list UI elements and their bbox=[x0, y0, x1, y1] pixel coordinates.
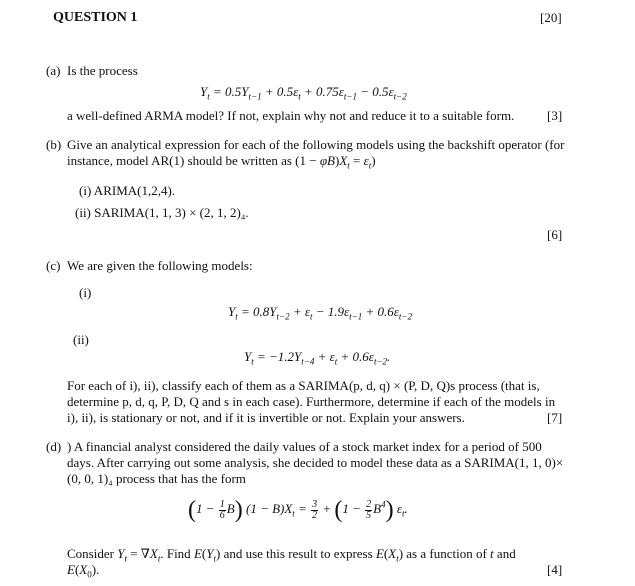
part-c-item-ii-label: (ii) bbox=[73, 332, 89, 347]
part-d-final-2: $E(X_0)$. bbox=[67, 562, 100, 580]
part-a-marks: [3] bbox=[547, 108, 563, 123]
part-a-intro: Is the process bbox=[67, 63, 138, 78]
part-c-item-i-equation: $Y_t = 0.8Y_{t-2} + \varepsilon_t - 1.9\varepsilon_{t-1} + 0.6\varepsilon_{t-2}$ bbox=[228, 304, 412, 322]
part-a-label: (a) bbox=[46, 63, 61, 78]
part-d-equation: (1 − $\frac{1}{6}$ B) $(1 - B)X_t$ = $\frac{3}{2}$ + (1 − $\frac{2}{5}$ $B^4$) $\varepsilon_t$. bbox=[188, 497, 408, 523]
part-b-line1: Give an analytical expression for each of the following models using the backshift operator (for bbox=[67, 137, 565, 152]
part-b-marks: [6] bbox=[547, 227, 563, 242]
part-c-para-1: For each of i), ii), classify each of them as a SARIMA(p, d, q) × (P, D, Q)s process (that is, bbox=[67, 378, 540, 393]
part-d-line3: (0, 0, 1)₄ process that has the form bbox=[67, 471, 246, 486]
part-d-line1: ) A financial analyst considered the daily values of a stock market index for a period of 500 bbox=[67, 439, 542, 454]
part-c-para-3: i), ii), is stationary or not, and if it is invertible or not. Explain your answers. bbox=[67, 410, 465, 425]
question-title: QUESTION 1 bbox=[53, 10, 138, 25]
part-d-label: (d) bbox=[46, 439, 62, 454]
part-c-item-ii-equation: $Y_t = -1.2Y_{t-4} + \varepsilon_t + 0.6\varepsilon_{t-2}$. bbox=[244, 349, 391, 367]
part-c-item-i-label: (i) bbox=[79, 285, 92, 300]
question-marks: [20] bbox=[540, 10, 562, 25]
part-a-question: a well-defined ARMA model? If not, explain why not and reduce it to a suitable form. bbox=[67, 108, 515, 123]
part-c-label: (c) bbox=[46, 258, 61, 273]
part-d-marks: [4] bbox=[547, 562, 563, 577]
part-b-label: (b) bbox=[46, 137, 62, 152]
part-a-equation: $Y_t = 0.5Y_{t-1} + 0.5\varepsilon_t + 0.75\varepsilon_{t-1} - 0.5\varepsilon_{t-2}$ bbox=[200, 84, 407, 102]
part-d-final-1: Consider $Y_t = \nabla X_t$. Find $E(Y_t)$ and use this result to express $E(X_t)$ as a function of t and bbox=[67, 546, 516, 564]
part-d-line2: days. After carrying out some analysis, she decided to model these data as a SARIMA(1, 1, 0)× bbox=[67, 455, 564, 470]
part-c-marks: [7] bbox=[547, 410, 563, 425]
part-b-item-ii: (ii) SARIMA(1, 1, 3) × (2, 1, 2)₄. bbox=[75, 205, 249, 220]
part-c-para-2: determine p, d, q, P, D, Q and s in each case). Furthermore, determine if each of the models in bbox=[67, 394, 556, 409]
part-c-intro: We are given the following models: bbox=[67, 258, 253, 273]
part-b-line2: instance, model AR(1) should be written as $(1 - \varphi B)X_t = \varepsilon_t$) bbox=[67, 153, 376, 171]
part-b-item-i: (i) ARIMA(1,2,4). bbox=[79, 183, 176, 198]
